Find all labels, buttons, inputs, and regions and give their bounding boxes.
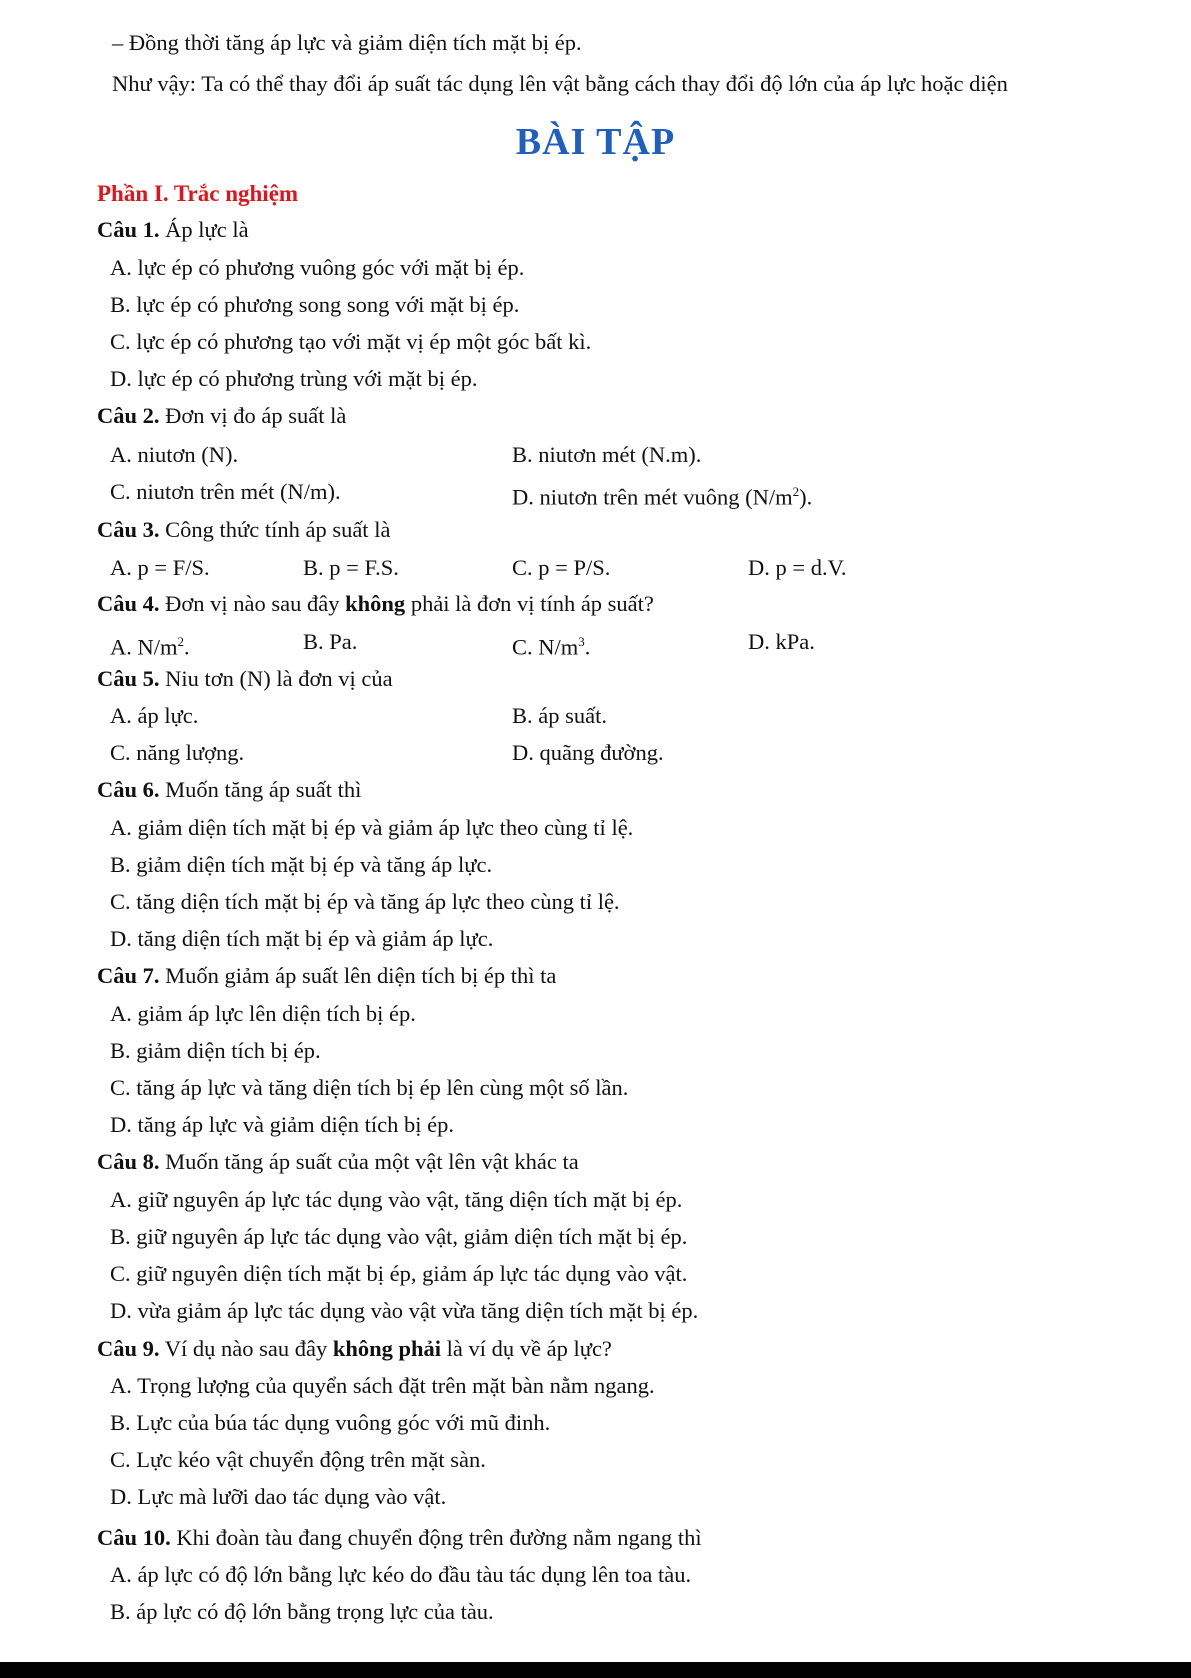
q1-option-a: A. lực ép có phương vuông góc với mặt bị ép. [110, 255, 525, 280]
q8-option-a: A. giữ nguyên áp lực tác dụng vào vật, tăng diện tích mặt bị ép. [110, 1187, 683, 1212]
q5-option-a: A. áp lực. [110, 703, 199, 728]
q3-option-a: A. p = F/S. [110, 555, 210, 580]
question-emphasis: không phải [332, 1336, 442, 1361]
section-heading: Phần I. Trắc nghiệm [97, 181, 299, 206]
q4-option-b: B. Pa. [303, 629, 358, 654]
q9-option-b: B. Lực của búa tác dụng vuông góc với mũ đinh. [110, 1410, 551, 1435]
question-label: Câu 1. [97, 217, 160, 242]
superscript: 2 [792, 484, 800, 499]
question-label: Câu 3. [97, 517, 160, 542]
question-1 [97, 216, 249, 244]
question-emphasis: không [345, 591, 406, 616]
question-3 [97, 516, 390, 544]
q2-option-b: B. niutơn mét (N.m). [512, 442, 702, 467]
q9-option-a: A. Trọng lượng của quyển sách đặt trên mặt bàn nằm ngang. [110, 1373, 655, 1398]
q1-option-c: C. lực ép có phương tạo với mặt vị ép một góc bất kì. [110, 329, 592, 354]
question-text-end: phải là đơn vị tính áp suất? [405, 591, 654, 616]
question-text: Đơn vị đo áp suất là [159, 403, 347, 428]
question-10 [97, 1524, 702, 1552]
intro-line-2: Như vậy: Ta có thể thay đổi áp suất tác dụng lên vật bằng cách thay đổi độ lớn của áp lực hoặc diện [112, 71, 1008, 96]
question-label: Câu 2. [97, 403, 160, 428]
q9-option-c: C. Lực kéo vật chuyển động trên mặt sàn. [110, 1447, 486, 1472]
question-7 [97, 962, 556, 990]
q4-option-d: D. kPa. [748, 629, 815, 654]
q10-option-a: A. áp lực có độ lớn bằng lực kéo do đầu tàu tác dụng lên toa tàu. [110, 1562, 692, 1587]
q3-option-b: B. p = F.S. [303, 555, 399, 580]
question-label: Câu 5. [97, 666, 160, 691]
q9-option-d: D. Lực mà lưỡi dao tác dụng vào vật. [110, 1484, 447, 1509]
option-text-end: . [184, 634, 190, 660]
option-text-end: ). [799, 484, 813, 510]
q3-option-d: D. p = d.V. [748, 555, 847, 580]
q8-option-c: C. giữ nguyên diện tích mặt bị ép, giảm áp lực tác dụng vào vật. [110, 1261, 688, 1286]
option-text-end: . [584, 634, 591, 660]
q7-option-a: A. giảm áp lực lên diện tích bị ép. [110, 1001, 416, 1026]
question-text: Khi đoàn tàu đang chuyển động trên đường nằm ngang thì [170, 1525, 702, 1550]
question-label: Câu 7. [97, 963, 160, 988]
question-label: Câu 9. [97, 1336, 160, 1361]
q8-option-b: B. giữ nguyên áp lực tác dụng vào vật, giảm diện tích mặt bị ép. [110, 1224, 688, 1249]
intro-line-1: – Đồng thời tăng áp lực và giảm diện tích mặt bị ép. [112, 30, 582, 55]
q10-option-b: B. áp lực có độ lớn bằng trọng lực của tàu. [110, 1599, 494, 1624]
page-bottom-edge [0, 1662, 1191, 1678]
q4-option-a [110, 628, 190, 662]
question-text: Áp lực là [159, 217, 249, 242]
q7-option-c: C. tăng áp lực và tăng diện tích bị ép lên cùng một số lần. [110, 1075, 629, 1100]
q2-option-a: A. niutơn (N). [110, 442, 239, 467]
q6-option-d: D. tăng diện tích mặt bị ép và giảm áp lực. [110, 926, 494, 951]
question-text: Niu tơn (N) là đơn vị của [159, 666, 393, 691]
question-text: Ví dụ nào sau đây [159, 1336, 333, 1361]
question-text: Muốn tăng áp suất của một vật lên vật khác ta [159, 1149, 579, 1174]
question-label: Câu 10. [97, 1525, 171, 1550]
question-label: Câu 4. [97, 591, 160, 616]
question-5 [97, 665, 393, 693]
q7-option-b: B. giảm diện tích bị ép. [110, 1038, 321, 1063]
question-text: Đơn vị nào sau đây [159, 591, 346, 616]
question-text-end: là ví dụ về áp lực? [441, 1336, 612, 1361]
question-4 [97, 590, 654, 618]
q5-option-b: B. áp suất. [512, 703, 607, 728]
question-2 [97, 402, 346, 430]
q5-option-c: C. năng lượng. [110, 740, 245, 765]
question-label: Câu 6. [97, 777, 160, 802]
q1-option-b: B. lực ép có phương song song với mặt bị ép. [110, 292, 520, 317]
q4-option-c [512, 628, 590, 662]
superscript: 2 [177, 634, 184, 649]
q2-option-c: C. niutơn trên mét (N/m). [110, 479, 341, 504]
q8-option-d: D. vừa giảm áp lực tác dụng vào vật vừa tăng diện tích mặt bị ép. [110, 1298, 699, 1323]
q2-option-d [512, 478, 812, 512]
question-text: Muốn tăng áp suất thì [159, 777, 362, 802]
question-label: Câu 8. [97, 1149, 160, 1174]
superscript: 3 [578, 634, 585, 649]
page-title: BÀI TẬP [515, 121, 676, 163]
q7-option-d: D. tăng áp lực và giảm diện tích bị ép. [110, 1112, 454, 1137]
q6-option-c: C. tăng diện tích mặt bị ép và tăng áp lực theo cùng tỉ lệ. [110, 889, 620, 914]
q1-option-d: D. lực ép có phương trùng với mặt bị ép. [110, 366, 478, 391]
question-text: Công thức tính áp suất là [159, 517, 391, 542]
question-text: Muốn giảm áp suất lên diện tích bị ép thì ta [159, 963, 557, 988]
question-9 [97, 1335, 612, 1363]
option-text: D. niutơn trên mét vuông (N/m [512, 484, 793, 510]
option-text: C. N/m [512, 634, 579, 660]
option-text: A. N/m [110, 634, 178, 660]
q3-option-c: C. p = P/S. [512, 555, 611, 580]
q6-option-a: A. giảm diện tích mặt bị ép và giảm áp lực theo cùng tỉ lệ. [110, 815, 634, 840]
question-8 [97, 1148, 579, 1176]
q6-option-b: B. giảm diện tích mặt bị ép và tăng áp lực. [110, 852, 493, 877]
q5-option-d: D. quãng đường. [512, 740, 664, 765]
question-6 [97, 776, 361, 804]
